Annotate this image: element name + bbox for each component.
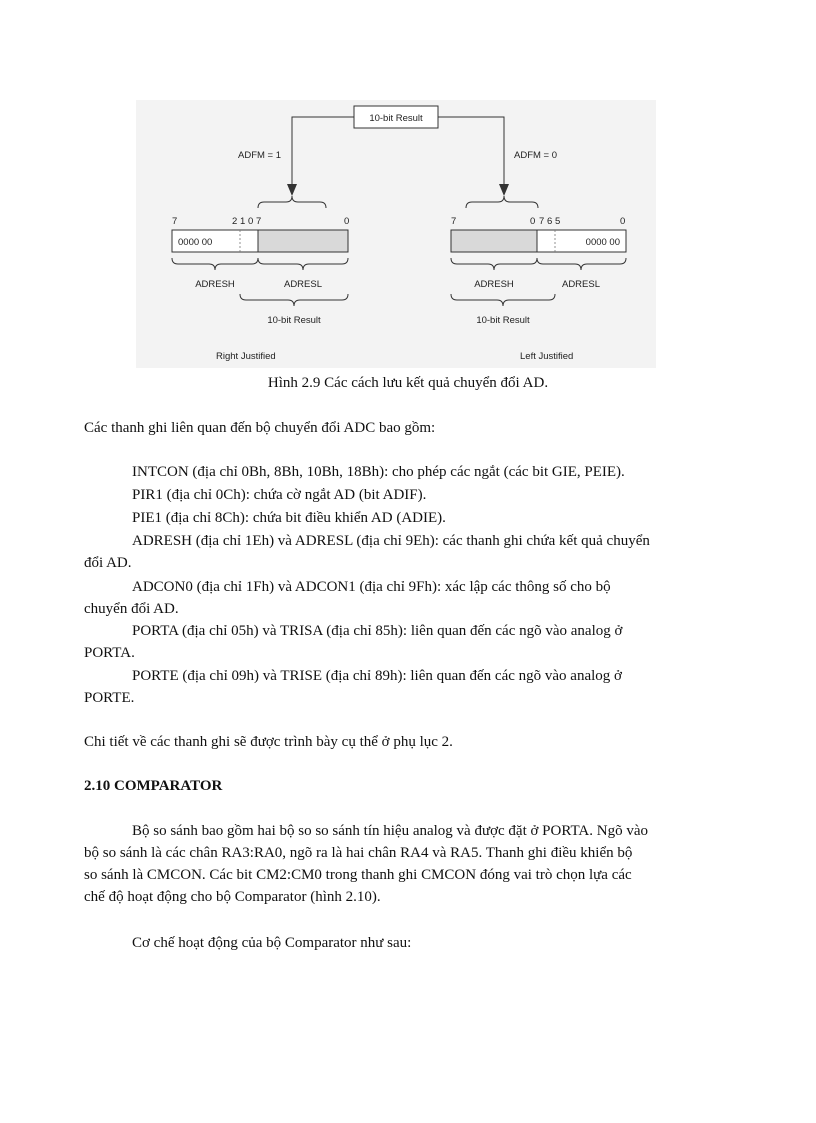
left-adresh-label: ADRESH (195, 279, 235, 290)
register-porta-line1: PORTA (địa chỉ 05h) và TRISA (địa chỉ 85h): liên quan đến các ngõ vào analog ở (132, 623, 623, 639)
left-adresh-brace (172, 258, 258, 270)
left-arrow-line (292, 117, 354, 190)
left-bit-7: 7 (172, 216, 178, 227)
left-arrow-label: ADFM = 1 (238, 150, 282, 161)
left-result-brace (240, 294, 348, 306)
register-porte-line2: PORTE. (84, 690, 135, 706)
right-bit-6: 6 (547, 216, 553, 227)
adc-result-figure (136, 100, 656, 368)
intro-paragraph: Các thanh ghi liên quan đến bộ chuyển đổi ADC bao gồm: (84, 420, 436, 436)
top-result-label: 10-bit Result (369, 113, 423, 124)
left-bit-2: 2 (232, 216, 238, 227)
left-arrow-head (287, 184, 297, 196)
right-bit-5: 5 (555, 216, 561, 227)
right-bit-7b: 7 (539, 216, 545, 227)
register-adresh-line2: đổi AD. (84, 555, 132, 571)
left-bit-1: 1 (240, 216, 246, 227)
right-result-label: 10-bit Result (476, 315, 530, 326)
left-bit-0b: 0 (344, 216, 350, 227)
register-pie1: PIE1 (địa chỉ 8Ch): chứa bit điều khiển AD (ADIE). (132, 510, 446, 526)
section-heading: 2.10 COMPARATOR (84, 778, 223, 794)
right-bit-0b: 0 (620, 216, 626, 227)
left-bit-0: 0 (248, 216, 254, 227)
right-top-brace (466, 196, 538, 208)
register-adcon-line1: ADCON0 (địa chỉ 1Fh) và ADCON1 (địa chỉ 9Fh): xác lập các thông số cho bộ (132, 579, 611, 595)
adc-diagram (136, 100, 656, 368)
right-adresh-brace (451, 258, 537, 270)
right-adresh-label: ADRESH (474, 279, 514, 290)
right-bit-7: 7 (451, 216, 457, 227)
figure-caption: Hình 2.9 Các cách lưu kết quả chuyển đổi AD. (267, 375, 549, 391)
detail-paragraph: Chi tiết về các thanh ghi sẽ được trình bày cụ thể ở phụ lục 2. (84, 734, 453, 750)
left-zeros: 0000 00 (178, 237, 213, 248)
comparator-mechanism: Cơ chế hoạt động của bộ Comparator như sau: (132, 935, 412, 951)
left-adresl-box (258, 230, 348, 252)
left-adresl-label: ADRESL (283, 279, 323, 290)
comparator-para-line3: so sánh là CMCON. Các bit CM2:CM0 trong thanh ghi CMCON đóng vai trò chọn lựa các (84, 867, 632, 883)
left-adresl-brace (258, 258, 348, 270)
register-pir1: PIR1 (địa chỉ 0Ch): chứa cờ ngắt AD (bit ADIF). (132, 487, 427, 503)
comparator-para-line1: Bộ so sánh bao gồm hai bộ so so sánh tín hiệu analog và được đặt ở PORTA. Ngõ vào (132, 823, 648, 839)
right-bit-0: 0 (530, 216, 536, 227)
register-adresh-line1: ADRESH (địa chỉ 1Eh) và ADRESL (địa chỉ 9Eh): các thanh ghi chứa kết quả chuyển (132, 533, 650, 549)
register-porte-line1: PORTE (địa chỉ 09h) và TRISE (địa chỉ 89h): liên quan đến các ngõ vào analog ở (132, 668, 622, 684)
left-bit-7b: 7 (256, 216, 262, 227)
right-arrow-label: ADFM = 0 (514, 150, 558, 161)
right-adresl-brace (537, 258, 626, 270)
left-justified-title: Left Justified (520, 351, 574, 362)
right-arrow-line (438, 117, 504, 190)
right-adresl-label: ADRESL (561, 279, 601, 290)
comparator-para-line2: bộ so sánh là các chân RA3:RA0, ngõ ra là hai chân RA4 và RA5. Thanh ghi điều khiển bộ (84, 845, 633, 861)
right-result-brace (451, 294, 555, 306)
register-adcon-line2: chuyển đổi AD. (84, 601, 179, 617)
register-porta-line2: PORTA. (84, 645, 135, 661)
right-adresh-box (451, 230, 537, 252)
right-zeros: 0000 00 (585, 237, 620, 248)
comparator-para-line4: chế độ hoạt động cho bộ Comparator (hình 2.10). (84, 889, 381, 905)
register-intcon: INTCON (địa chỉ 0Bh, 8Bh, 10Bh, 18Bh): cho phép các ngắt (các bit GIE, PEIE). (132, 464, 625, 480)
right-justified-title: Right Justified (216, 351, 276, 362)
left-top-brace (258, 196, 326, 208)
left-result-label: 10-bit Result (267, 315, 321, 326)
right-arrow-head (499, 184, 509, 196)
